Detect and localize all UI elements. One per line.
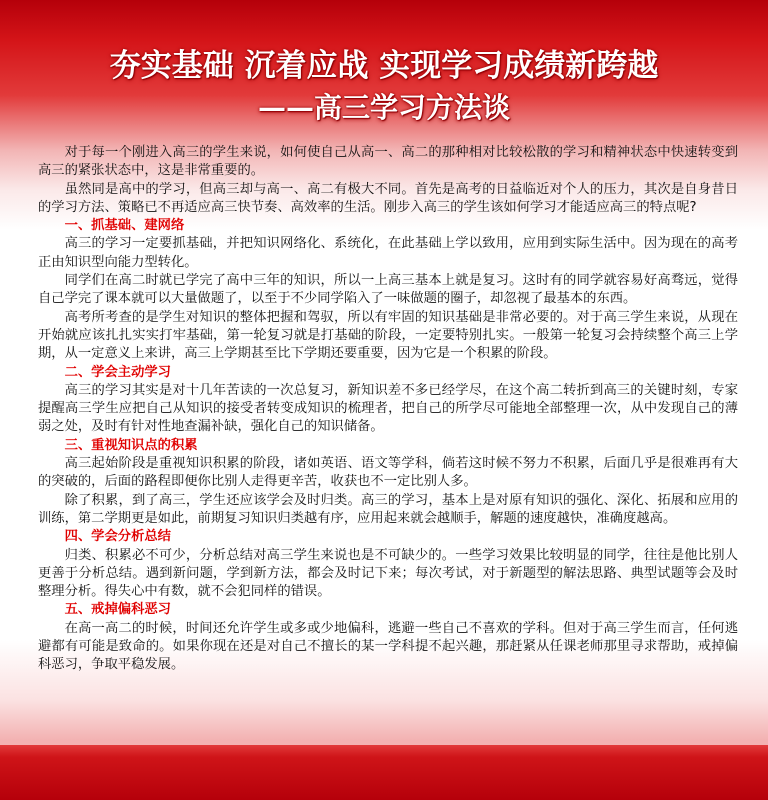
section-heading: 三、重视知识点的积累 <box>64 437 198 453</box>
section-paragraph: 除了积累，到了高三，学生还应该学会及时归类。高三的学习，基本上是对原有知识的强化、深化、拓展和应用的训练，第二学期更是如此，前期复习知识归类越有序，应用起来就会越顺手，解题的速度越快，准确度越高。 <box>38 492 738 526</box>
section-paragraph: 高三的学习其实是对十几年苦读的一次总复习，新知识差不多已经学尽，在这个高二转折到高三的关键时刻，专家提醒高三学生应把自己从知识的接受者转变成知识的梳理者，把自己的所学尽可能地全部整理一次，从中发现自己的薄弱之处，及时有针对性地查漏补缺，强化自己的知识储备。 <box>38 382 738 435</box>
article-body <box>38 144 738 675</box>
section-paragraph: 高三的学习一定要抓基础，并把知识网络化、系统化，在此基础上学以致用，应用到实际生活中。因为现在的高考正由知识型向能力型转化。 <box>38 236 738 270</box>
section-paragraph: 高三起始阶段是重视知识积累的阶段，诸如英语、语文等学科，倘若这时候不努力不积累，后面几乎是很难再有大的突破的，后面的路程即便你比别人走得更辛苦，收获也不一定比别人多。 <box>38 456 738 490</box>
section-paragraph: 高考所考查的是学生对知识的整体把握和驾驭，所以有牢固的知识基础是非常必要的。对于高三学生来说，从现在开始就应该扎扎实实打牢基础，第一轮复习就是打基础的阶段，一定要特别扎实。一般第一轮复习会持续整个高三上学期，从一定意义上来讲，高三上学期甚至比下学期还要重要，因为它是一个积累的阶段。 <box>38 309 738 362</box>
section-paragraph: 同学们在高二时就已学完了高中三年的知识，所以一上高三基本上就是复习。这时有的同学就容易好高骛远，觉得自己学完了课本就可以大量做题了，以至于不少同学陷入了一味做题的圈子，却忽视了最基本的东西。 <box>38 273 738 307</box>
intro-paragraph: 对于每一个刚进入高三的学生来说，如何使自己从高一、高二的那种相对比较松散的学习和精神状态中快速转变到高三的紧张状态中，这是非常重要的。 <box>38 145 738 179</box>
section-heading: 五、戒掉偏科恶习 <box>64 602 171 618</box>
section-heading: 四、学会分析总结 <box>64 529 171 545</box>
section-heading: 一、抓基础、建网络 <box>64 218 185 234</box>
section-paragraph: 在高一高二的时候，时间还允许学生或多或少地偏科，逃避一些自己不喜欢的学科。但对于高三学生而言，任何逃避都有可能是致命的。如果你现在还是对自己不擅长的某一学科提不起兴趣，那赶紧从任课老师那里寻求帮助，戒掉偏科恶习，争取平稳发展。 <box>38 620 738 673</box>
section-heading: 二、学会主动学习 <box>64 364 171 380</box>
footer-band <box>0 745 768 800</box>
intro-paragraph: 虽然同是高中的学习，但高三却与高一、高二有极大不同。首先是高考的日益临近对个人的压力，其次是自身昔日的学习方法、策略已不再适应高三快节奏、高效率的生活。刚步入高三的学生该如何学习才能适应高三的特点呢? <box>38 181 738 215</box>
section-paragraph: 归类、积累必不可少，分析总结对高三学生来说也是不可缺少的。一些学习效果比较明显的同学，往往是他比别人更善于分析总结。遇到新问题，学到新方法，都会及时记下来；每次考试，对于新题型的解法思路、典型试题等会及时整理分析。得失心中有数，就不会犯同样的错误。 <box>38 547 738 600</box>
poster-title: 夯实基础 沉着应战 实现学习成绩新跨越 <box>109 48 659 84</box>
poster-subtitle: ——高三学习方法谈 <box>257 91 510 124</box>
